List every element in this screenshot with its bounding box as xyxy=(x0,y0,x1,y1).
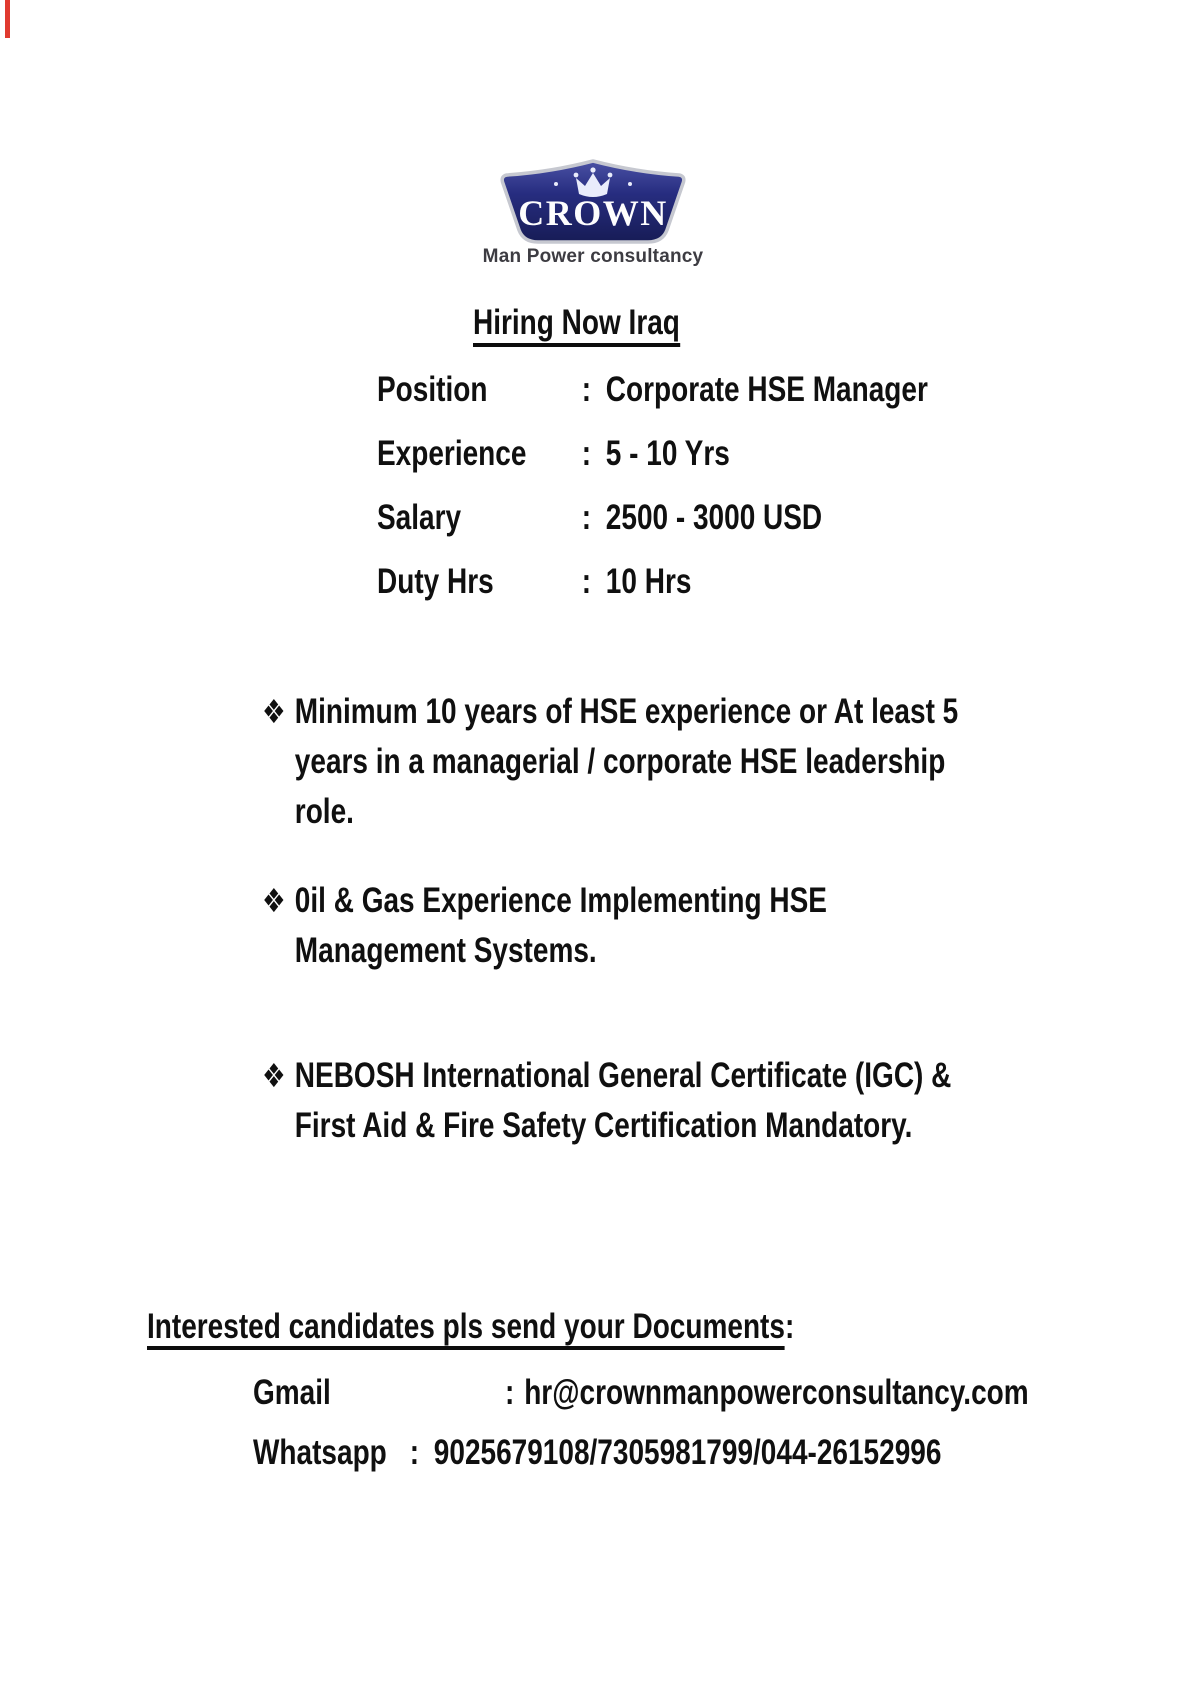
contact-heading-text: Interested candidates pls send your Documents xyxy=(147,1307,785,1350)
brand-text: CROWN xyxy=(518,193,668,233)
contact-row-whatsapp xyxy=(253,1428,941,1478)
whatsapp-colon: : xyxy=(409,1433,420,1472)
requirement-text xyxy=(295,687,958,837)
detail-label: Salary xyxy=(377,498,462,537)
gmail-label: Gmail xyxy=(253,1373,331,1412)
detail-colon: : xyxy=(581,370,592,409)
requirement-item xyxy=(262,876,958,976)
detail-row-experience xyxy=(377,429,928,479)
contact-row-gmail xyxy=(253,1368,1029,1418)
requirements-list xyxy=(262,687,1132,1151)
crown-logo xyxy=(500,158,686,244)
logo-tagline: Man Power consultancy xyxy=(482,246,704,267)
requirement-line: 0il & Gas Experience Implementing HSE xyxy=(294,881,827,920)
detail-label: Position xyxy=(377,370,488,409)
job-details xyxy=(377,365,1066,621)
detail-colon: : xyxy=(581,434,592,473)
requirement-line: years in a managerial / corporate HSE leadership xyxy=(294,742,946,781)
gmail-address: hr@crownmanpowerconsultancy.com xyxy=(524,1373,1029,1412)
requirement-line: Management Systems. xyxy=(294,931,597,970)
diamond-bullet-icon: ❖ xyxy=(262,881,286,920)
detail-colon: : xyxy=(581,562,592,601)
requirement-line: First Aid & Fire Safety Certification Mandatory. xyxy=(294,1106,913,1145)
contact-heading xyxy=(147,1304,794,1350)
diamond-bullet-icon: ❖ xyxy=(262,692,286,731)
detail-label: Experience xyxy=(377,434,527,473)
detail-value: 10 Hrs xyxy=(605,562,692,601)
diamond-bullet-icon: ❖ xyxy=(262,1056,286,1095)
requirement-item xyxy=(262,1051,958,1151)
whatsapp-numbers: 9025679108/7305981799/044-26152996 xyxy=(433,1433,942,1472)
detail-colon: : xyxy=(581,498,592,537)
scan-artifact xyxy=(5,0,10,38)
requirement-line: role. xyxy=(294,792,354,831)
contact-heading-colon: : xyxy=(784,1307,795,1346)
detail-row-position xyxy=(377,365,928,415)
requirement-text xyxy=(295,1051,952,1151)
detail-value: Corporate HSE Manager xyxy=(605,370,928,409)
detail-label: Duty Hrs xyxy=(377,562,494,601)
detail-row-salary xyxy=(377,493,928,543)
gmail-colon: : xyxy=(505,1373,515,1412)
requirement-line: NEBOSH International General Certificate (IGC) & xyxy=(294,1056,952,1095)
whatsapp-label: Whatsapp xyxy=(253,1433,387,1472)
requirement-item xyxy=(262,687,958,837)
page-title xyxy=(473,304,680,342)
detail-row-duty-hrs xyxy=(377,557,928,607)
requirement-text xyxy=(295,876,827,976)
detail-value: 2500 - 3000 USD xyxy=(605,498,823,537)
page-title-text: Hiring Now Iraq xyxy=(473,303,680,347)
requirement-line: Minimum 10 years of HSE experience or At least 5 xyxy=(294,692,959,731)
detail-value: 5 - 10 Yrs xyxy=(605,434,730,473)
